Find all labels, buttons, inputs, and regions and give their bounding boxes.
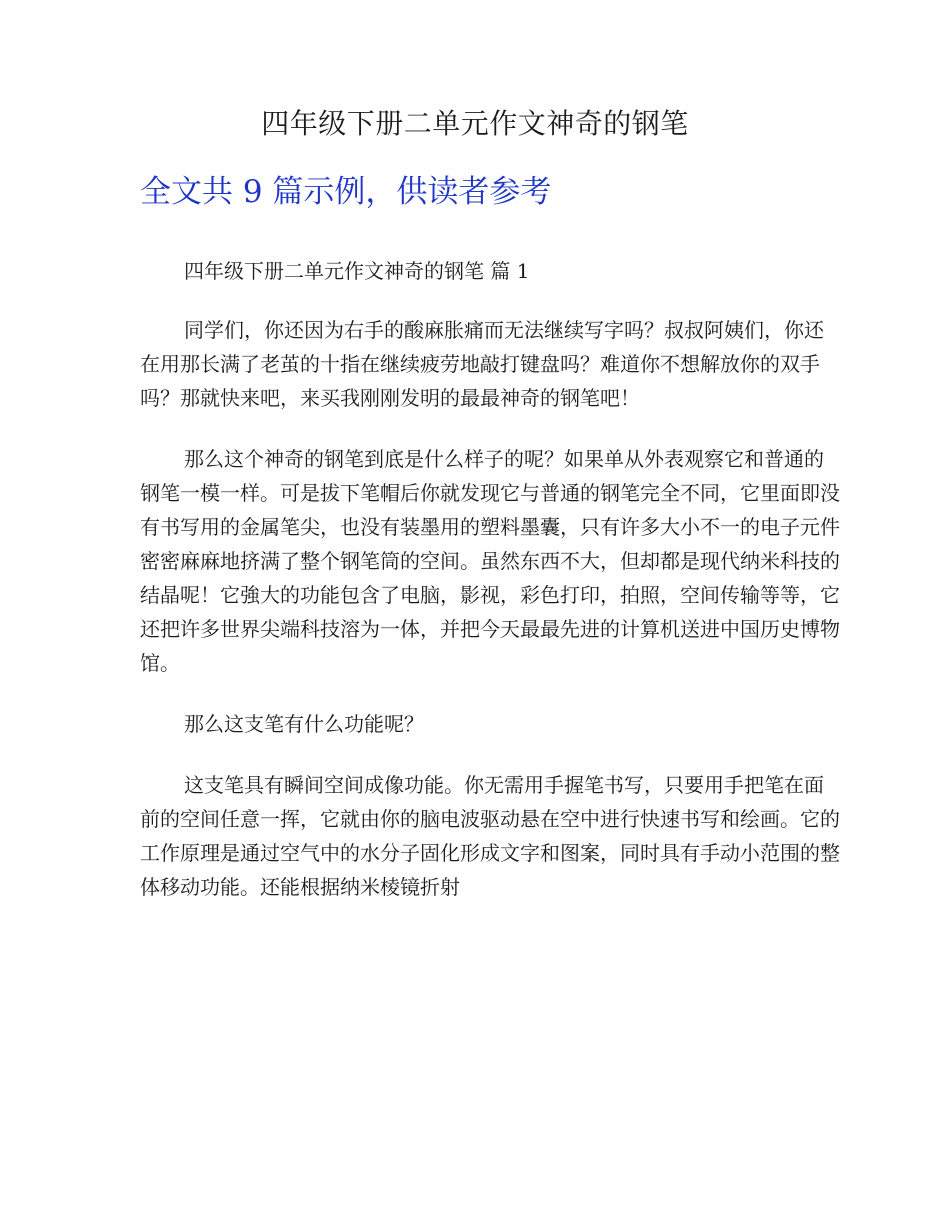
document-subtitle: 全文共 9 篇示例，供读者参考 [140, 174, 552, 210]
paragraph: 这支笔具有瞬间空间成像功能。你无需用手握笔书写，只要用手把笔在面前的空间任意一挥，它就由你的脑电波驱动悬在空中进行快速书写和绘画。它的工作原理是通过空气中的水分子固化形成文字和图案，同时具有手动小范围的整体移动功能。还能根据纳米棱镜折射 [140, 773, 840, 899]
section-heading: 四年级下册二单元作文神奇的钢笔 篇 1 [184, 259, 530, 283]
paragraph: 那么这个神奇的钢笔到底是什么样子的呢？如果单从外表观察它和普通的钢笔一模一样。可是拔下笔帽后你就发现它与普通的钢笔完全不同，它里面即没有书写用的金属笔尖，也没有装墨用的塑料墨囊，只有许多大小不一的电子元件密密麻麻地挤满了整个钢笔筒的空间。虽然东西不大，但却都是现代纳米科技的结晶呢！它強大的功能包含了电脑，影视，彩色打印，拍照，空间传输等等，它还把许多世界尖端科技溶为一体，并把今天最最先进的计算机送进中国历史博物馆。 [140, 447, 840, 675]
paragraph: 同学们，你还因为右手的酸麻胀痛而无法继续写字吗？叔叔阿姨们，你还在用那长满了老茧的十指在继续疲劳地敲打键盘吗？难道你不想解放你的双手吗？那就快来吧，来买我刚刚发明的最最神奇的钢笔吧！ [140, 318, 824, 410]
document-body [140, 256, 840, 904]
document-title: 四年级下册二单元作文神奇的钢笔 [261, 107, 689, 140]
paragraph: 那么这支笔有什么功能呢？ [184, 712, 424, 736]
